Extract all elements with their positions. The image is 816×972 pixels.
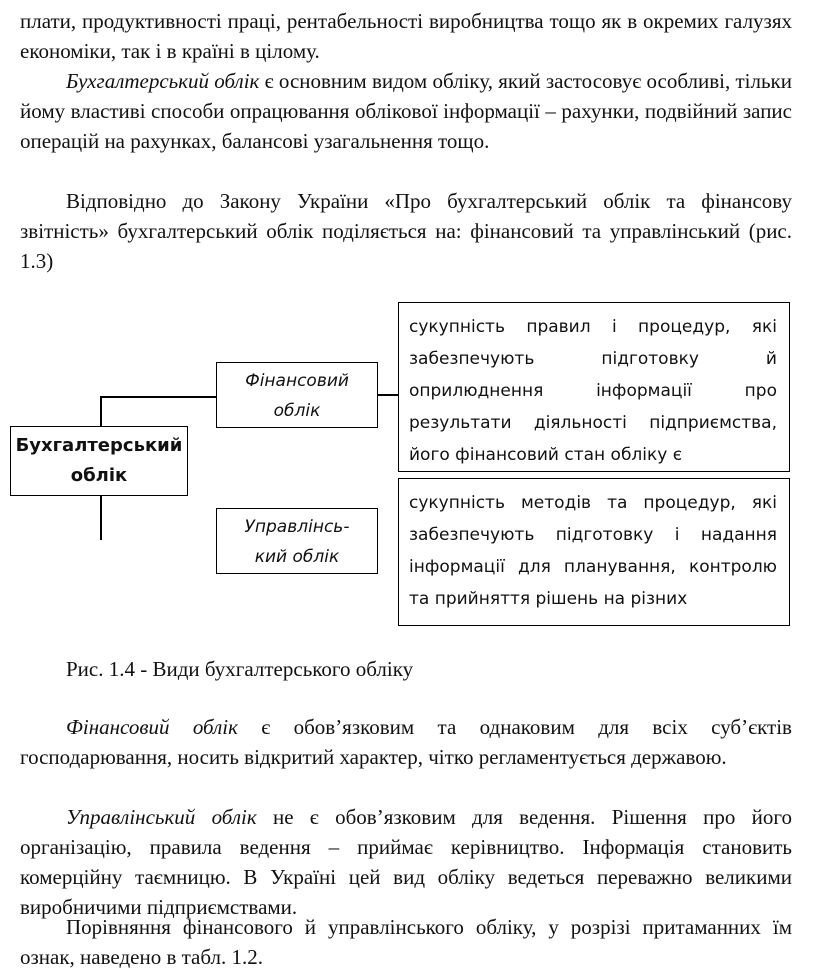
paragraph-1: плати, продуктивності праці, рентабельності виробництва тощо як в окремих галузях економіки, так і в країні в цілому. xyxy=(20,9,792,63)
management-description-box xyxy=(398,478,790,626)
management-box-line1: Управлінсь- xyxy=(244,517,350,537)
management-description: сукупність методів та процедур, які забезпечують підготовку і надання інформації для планування, контролю та прийняття рішень на різних xyxy=(409,493,777,609)
paragraph-accounting-text: є основним видом обліку, який застосовує особливі, тільки йому властиві способи опрацювання облікової інформації – рахунки, подвійний запис операцій на рахунках, балансові узагальнення тощо. xyxy=(20,69,792,153)
paragraph-law: Відповідно до Закону України «Про бухгалтерський облік та фінансову звітність» бухгалтерський облік поділяється на: фінансовий та управлінський (рис. 1.3) xyxy=(20,189,792,273)
financial-box-line2: облік xyxy=(273,401,321,421)
term-management: Управлінський облік xyxy=(66,805,257,829)
connector-financial-desc xyxy=(378,394,398,396)
paragraph-comparison: Порівняння фінансового й управлінського обліку, у розрізі притаманних їм ознак, наведено в табл. 1.2. xyxy=(20,915,792,969)
management-box-line2: кий облік xyxy=(254,547,340,567)
paragraph-accounting xyxy=(20,66,792,156)
paragraph-financial xyxy=(20,712,792,772)
figure-caption: Рис. 1.4 - Види бухгалтерського обліку xyxy=(66,657,414,681)
accounting-box-line2: облік xyxy=(70,465,128,486)
financial-accounting-box xyxy=(216,362,378,428)
term-financial: Фінансовий облік xyxy=(66,715,238,739)
paragraph-management-text: не є обов’язковим для ведення. Рішення про його організацію, правила ведення – приймає керівництво. Інформація становить комерційну таємницю. В Україні цей вид обліку ведеться переважно великими виробничими підприємствами. xyxy=(20,805,792,919)
accounting-box-line1: Бухгалтерський xyxy=(15,435,183,456)
paragraph-management xyxy=(20,802,792,922)
financial-description: сукупність правил і процедур, які забезпечують підготовку й оприлюднення інформації про результати діяльності підприємства, його фінансовий стан обліку є xyxy=(409,317,777,465)
paragraph-financial-text: є обов’язковим та однаковим для всіх суб’єктів господарювання, носить відкритий характер, чітко регламентується державою. xyxy=(20,715,792,769)
connector-to-financial xyxy=(100,396,216,398)
financial-description-box xyxy=(398,302,790,472)
management-accounting-box xyxy=(216,508,378,574)
financial-box-line1: Фінансовий xyxy=(245,371,349,391)
accounting-box xyxy=(10,426,188,496)
term-accounting: Бухгалтерський облік xyxy=(66,69,260,93)
